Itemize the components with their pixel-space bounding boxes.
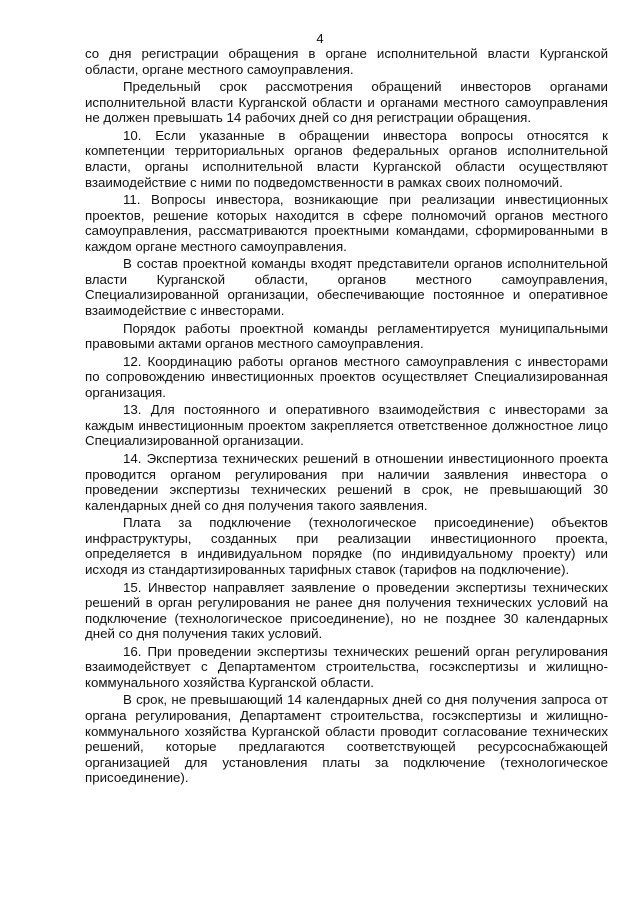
paragraph-item-11: 11. Вопросы инвестора, возникающие при реализации инвестиционных проектов, решение которых находится в сфере полномочий органов местного самоуправления, рассматриваются проектными командами, сформированными в каждом органе местного самоуправления. (85, 192, 608, 254)
page-number: 4 (316, 31, 324, 46)
paragraph-item-15: 15. Инвестор направляет заявление о проведении экспертизы технических решений в орган регулирования не ранее дня получения технических условий на подключение (технологическое присоединение), но не позднее 30 календарных дней со дня получения таких условий. (85, 579, 608, 642)
paragraph-item-12: 12. Координацию работы органов местного самоуправления с инвесторами по сопровождению инвестиционных проектов осуществляет Специализированная организация. (85, 353, 608, 400)
document-body (85, 46, 608, 788)
paragraph: Порядок работы проектной команды регламентируется муниципальными правовыми актами органов местного самоуправления. (85, 320, 608, 352)
paragraph-item-13: 13. Для постоянного и оперативного взаимодействия с инвесторами за каждым инвестиционным проектом закрепляется ответственное должностное лицо Специализированной организации. (85, 402, 608, 449)
paragraph: Предельный срок рассмотрения обращений инвесторов органами исполнительной власти Курганской области и органами местного самоуправления не должен превышать 14 рабочих дней со дня регистрации обращения. (85, 79, 608, 126)
paragraph-item-16: 16. При проведении экспертизы технических решений орган регулирования взаимодействует с Департаментом строительства, госэкспертизы и жилищно-коммунального хозяйства Курганской области. (85, 643, 608, 690)
paragraph: В состав проектной команды входят представители органов исполнительной власти Курганской области, органов местного самоуправления, Специализированной организации, обеспечивающие постоянное и оперативное взаимодействие с инвесторами. (85, 256, 608, 319)
paragraph-item-10: 10. Если указанные в обращении инвестора вопросы относятся к компетенции территориальных органов федеральных органов исполнительной власти, органы исполнительной власти Курганской области осуществляют взаимодействие с ними по подведомственности в рамках своих полномочий. (85, 127, 608, 190)
paragraph-item-14: 14. Экспертиза технических решений в отношении инвестиционного проекта проводится органом регулирования при наличии заявления инвестора о проведении экспертизы технических решений в срок, не превышающий 30 календарных дней со дня получения такого заявления. (85, 450, 608, 513)
paragraph: В срок, не превышающий 14 календарных дней со дня получения запроса от органа регулирования, Департамент строительства, госэкспертизы и жилищно-коммунального хозяйства Курганской области проводит согласование технических решений, которые предлагаются соответствующей ресурсоснабжающей организацией для установления платы за подключение (технологическое присоединение). (85, 692, 608, 786)
paragraph: Плата за подключение (технологическое присоединение) объектов инфраструктуры, созданных при реализации инвестиционного проекта, определяется в индивидуальном порядке (по индивидуальному проекту) или исходя из стандартизированных тарифных ставок (тарифов на подключение). (85, 515, 608, 578)
paragraph-continuation: со дня регистрации обращения в органе исполнительной власти Курганской области, органе местного самоуправления. (85, 46, 608, 77)
